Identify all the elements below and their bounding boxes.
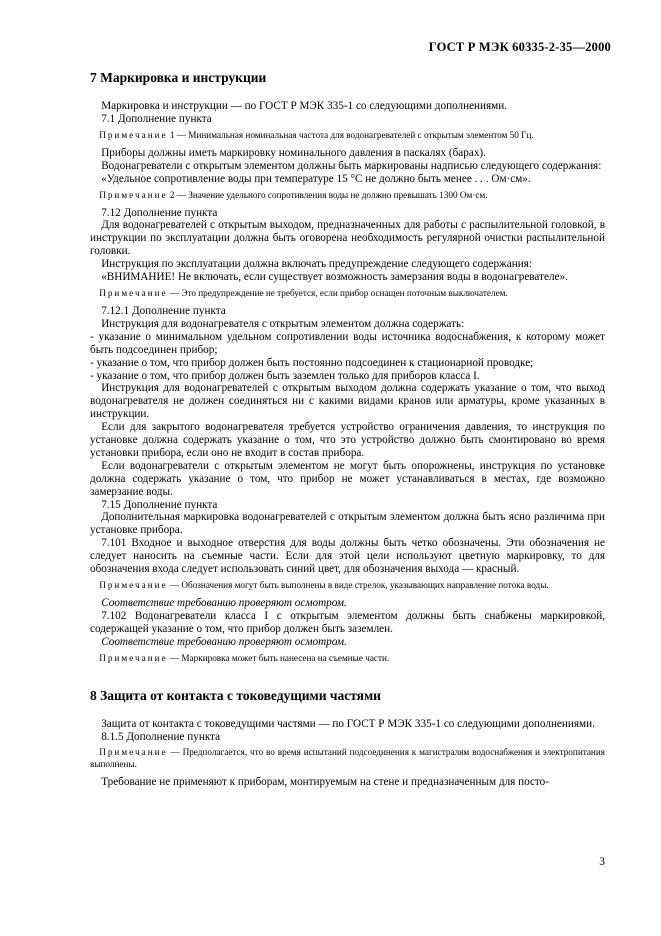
note-label: Примечание <box>99 580 168 590</box>
note-text: — Предполагается, что во время испытаний подсоединения к магистралям водоснабжения и электропитания выполнены. <box>90 747 605 770</box>
paragraph: Защита от контакта с токоведущими частями — по ГОСТ Р МЭК 335-1 со следующими дополнениями. <box>101 717 595 730</box>
note-label: Примечание <box>99 747 168 758</box>
paragraph: Инструкция для водонагревателей с открытым выходом должна содержать указание о том, что выход водонагревателя не должен соединяться ни с какими видами кранов или арматуры, кроме указанных в инструкции. <box>90 382 605 421</box>
note-label: Примечание <box>99 129 168 140</box>
paragraph: «Удельное сопротивление воды при температуре 15 °С не должно быть менее . . . Ом·см». <box>101 172 531 185</box>
page-number: 3 <box>599 856 605 868</box>
paragraph: Для водонагревателей с открытым выходом, предназначенных для работы с распылительной головкой, в инструкции по эксплуатации должна быть оговорена необходимость регулярной очистки распылительной головки. <box>90 219 605 258</box>
paragraph: Если водонагреватели с открытым элементом не могут быть опорожнены, инструкция по установке должна содержать указание о том, что прибор не может устанавливаться в местах, где возможно замерзание воды. <box>90 459 605 498</box>
note <box>90 652 605 664</box>
paragraph: Инструкция для водонагревателя с открытым элементом должна содержать: <box>101 317 465 330</box>
note-text: — Это предупреждение не требуется, если прибор оснащен поточным выключателем. <box>167 287 508 298</box>
compliance-statement: Соответствие требованию проверяют осмотром. <box>101 635 347 648</box>
paragraph: Требование не применяют к приборам, монтируемым на стене и предназначенным для посто- <box>101 776 549 789</box>
paragraph: 7.101 Входное и выходное отверстия для воды должны быть четко обозначены. Эти обозначения не следует наносить на съемные части. Если для этой цели используют цветную маркировку, то для обозначения входа следует использовать синий цвет, для обозначения выхода — красный. <box>90 537 605 576</box>
compliance-statement: Соответствие требованию проверяют осмотром. <box>101 597 347 609</box>
paragraph: Приборы должны иметь маркировку номинального давления в паскалях (барах). <box>101 146 486 159</box>
list-item: - указание о том, что прибор должен быть постоянно подсоединен к стационарной проводке; <box>90 356 534 369</box>
paragraph: Водонагреватели с открытым элементом должны быть маркированы надписью следующего содержания: <box>101 159 602 172</box>
note-text: 1 — Минимальная номинальная частота для водонагревателей с открытым элементом 50 Гц. <box>167 129 534 140</box>
section-7-title: 7 Маркировка и инструкции <box>90 70 267 85</box>
note <box>90 129 605 141</box>
paragraph: Дополнительная маркировка водонагревателей с открытым элементом должна быть ясно различима при установке прибора. <box>90 511 605 537</box>
list-item: - указание о том, что прибор должен быть заземлен только для приборов класса I. <box>90 369 480 382</box>
paragraph: Если для закрытого водонагревателя требуется устройство ограничения давления, то инструкция по установке должна содержать указание о том, что это устройство должно быть смонтировано во время установки прибора, если оно не входит в состав прибора. <box>90 421 605 459</box>
note-label: Примечание <box>99 287 168 298</box>
note <box>90 287 605 299</box>
note-text: — Маркировка может быть нанесена на съемные части. <box>167 652 390 663</box>
note-label: Примечание <box>99 652 168 663</box>
list-item: - указание о минимальном удельном сопротивлении воды источника водоснабжения, к которому может быть подсоединен прибор; <box>90 330 605 356</box>
clause-heading: 7.1 Дополнение пункта <box>101 112 212 125</box>
paragraph: 7.102 Водонагреватели класса I с открытым элементом должны быть снабжены маркировкой, содержащей указание о том, что прибор должен быть заземлен. <box>90 609 605 635</box>
note <box>90 746 605 770</box>
note-text: — Обозначения могут быть выполнены в виде стрелок, указывающих направление потока воды. <box>167 580 549 590</box>
note-text: 2 — Значение удельного сопротивления воды не должно превышать 1300 Ом·см. <box>167 189 488 200</box>
note <box>90 579 605 591</box>
clause-heading: 7.12 Дополнение пункта <box>101 206 218 219</box>
clause-heading: 8.1.5 Дополнение пункта <box>101 730 221 743</box>
paragraph: «ВНИМАНИЕ! Не включать, если существует возможность замерзания воды в водонагревателе». <box>101 271 568 284</box>
page-content <box>90 70 605 789</box>
section-8-title: 8 Защита от контакта с токоведущими частями <box>90 687 381 703</box>
clause-heading: 7.12.1 Дополнение пункта <box>101 304 226 317</box>
document-code-header: ГОСТ Р МЭК 60335-2-35—2000 <box>428 40 611 54</box>
note-label: Примечание <box>99 189 168 200</box>
clause-heading: 7.15 Дополнение пункта <box>101 498 218 511</box>
note <box>90 189 605 201</box>
paragraph: Инструкция по эксплуатации должна включать предупреждение следующего содержания: <box>101 258 532 271</box>
paragraph: Маркировка и инструкции — по ГОСТ Р МЭК 335-1 со следующими дополнениями. <box>101 100 508 112</box>
